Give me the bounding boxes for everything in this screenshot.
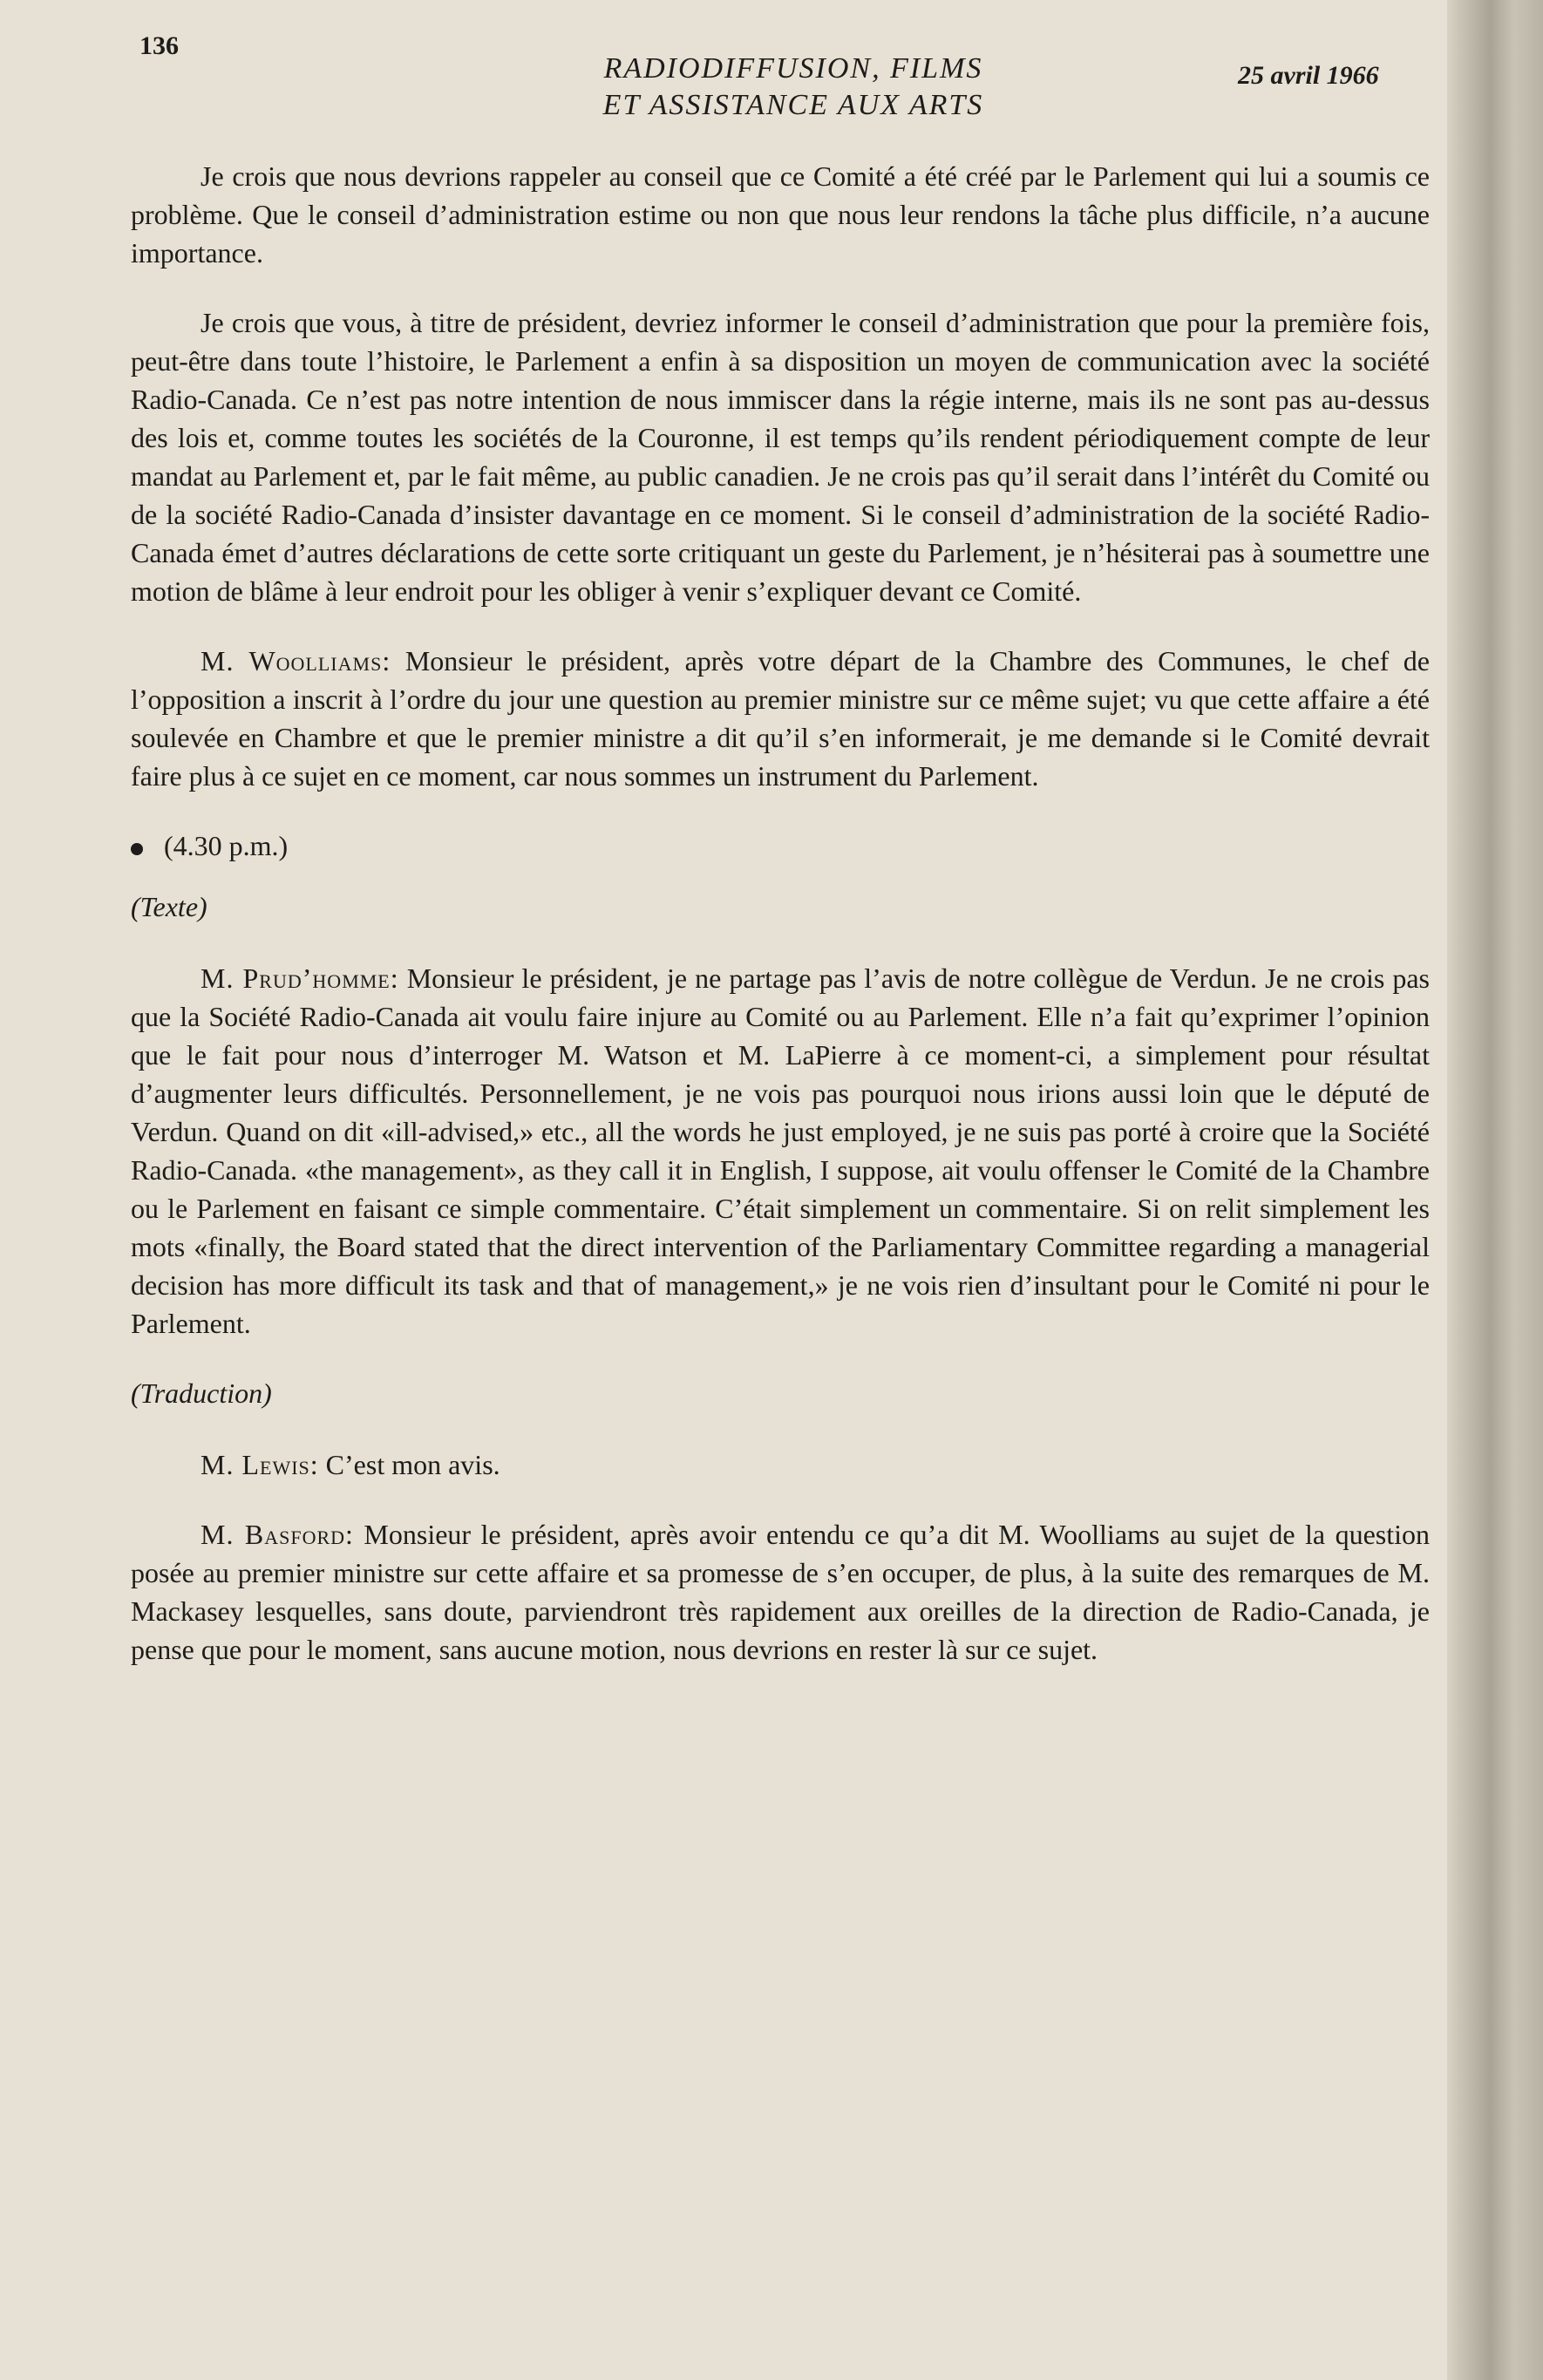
header-date: 25 avril 1966 — [1238, 61, 1379, 90]
speech-text: C’est mon avis. — [325, 1449, 500, 1480]
running-title-line2: ET ASSISTANCE AUX ARTS — [602, 89, 984, 121]
speech-woolliams — [131, 642, 1430, 795]
page-body — [131, 157, 1430, 1700]
time-text: (4.30 p.m.) — [164, 830, 289, 861]
section-label-traduction: (Traduction) — [131, 1377, 272, 1409]
speech-text: Monsieur le président, après avoir entendu ce qu’a dit M. Woolliams au sujet de la question posée au premier ministre sur cette affaire et sa promesse de s’en occuper, de plus, à la suite des remarques de M. Mackasey lesquelles, sans doute, parviendront très rapidement aux oreilles de la direction de Radio-Canada, je pense que pour le moment, sans aucune motion, nous devrions en rester là sur ce sujet. — [131, 1519, 1431, 1665]
section-label-texte: (Texte) — [131, 891, 207, 922]
paragraph-2: Je crois que vous, à titre de président, devriez informer le conseil d’administration que pour la première fois, peut-être dans toute l’histoire, le Parlement a enfin à sa disposition un moyen de communication avec la société Radio-Canada. Ce n’est pas notre intention de nous immiscer dans la régie interne, mais ils ne sont pas au-dessus des lois et, comme toutes les sociétés de la Couronne, il est temps qu’ils rendent périodiquement compte de leur mandat au Parlement et, par le fait même, au public canadien. Je ne crois pas qu’il serait dans l’intérêt du Comité ou de la société Radio-Canada d’insister davantage en ce moment. Si le conseil d’administration de la société Radio-Canada émet d’autres déclarations de cette sorte critiquant un geste du Parlement, je n’hésiterai pas à soumettre une motion de blâme à leur endroit pour les obliger à venir s’expliquer devant ce Comité. — [131, 307, 1430, 607]
speaker-name: M. Lewis: — [201, 1449, 319, 1480]
page-header — [0, 0, 1465, 139]
running-title-line1: RADIODIFFUSION, FILMS — [603, 52, 983, 85]
speech-lewis — [131, 1445, 1430, 1484]
speech-basford — [131, 1515, 1430, 1669]
speech-text: Monsieur le président, après votre départ de la Chambre des Communes, le chef de l’opposition a inscrit à l’ordre du jour une question au premier ministre sur ce même sujet; vu que cette affaire a été soulevée en Chambre et que le premier ministre a dit qu’il s’en informerait, je me demande si le Comité devrait faire plus à ce sujet en ce moment, car nous sommes un instrument du Parlement. — [131, 645, 1431, 792]
speech-prudhomme — [131, 959, 1430, 1343]
speaker-name: M. Basford: — [201, 1519, 354, 1550]
page-number: 136 — [139, 31, 179, 60]
speaker-name: M. Prud’homme: — [201, 962, 399, 994]
running-title — [488, 51, 1098, 124]
bullet-icon — [131, 843, 143, 855]
time-marker — [131, 826, 1430, 865]
speech-text: Monsieur le président, je ne partage pas l’avis de notre collègue de Verdun. Je ne crois pas que la Société Radio-Canada ait voulu faire injure au Comité ou au Parlement. Elle n’a fait qu’exprimer l’opinion que le fait pour nous d’interroger M. Watson et M. LaPierre à ce moment-ci, a simplement pour résultat d’augmenter leurs difficultés. Personnellement, je ne vois pas pourquoi nous irions aussi loin que le député de Verdun. Quand on dit «ill-advised,» etc., all the words he just employed, je ne suis pas porté à croire que la Société Radio-Canada. «the management», as they call it in English, I suppose, ait voulu offenser le Comité de la Chambre ou le Parlement en faisant ce simple commentaire. C’était simplement un commentaire. Si on relit simplement les mots «finally, the Board stated that the direct intervention of the Parliamentary Committee regarding a managerial decision has more difficult its task and that of management,» je ne vois rien d’insultant pour le Comité ni pour le Parlement. — [131, 962, 1431, 1339]
book-gutter — [1447, 0, 1543, 2380]
paragraph-1: Je crois que nous devrions rappeler au conseil que ce Comité a été créé par le Parlement qui lui a soumis ce problème. Que le conseil d’administration estime ou non que nous leur rendons la tâche plus difficile, n’a aucune importance. — [131, 160, 1430, 269]
speaker-name: M. Woolliams: — [201, 645, 391, 677]
